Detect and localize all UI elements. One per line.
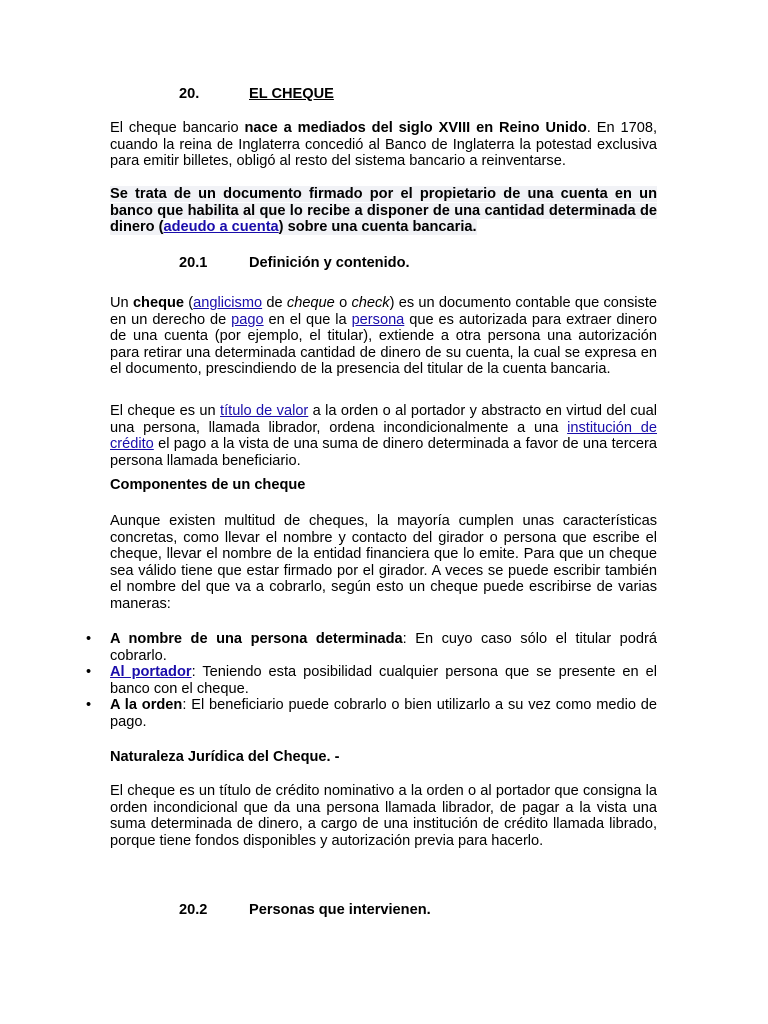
section-number: 20.1 xyxy=(179,255,208,271)
list-item: • Al portador: Teniendo esta posibilidad cualquier persona que se presente en el banco con el cheque. xyxy=(86,664,657,697)
definition-paragraph: Un cheque (anglicismo de cheque o check) es un documento contable que consiste en un derecho de pago en el que la persona que es autorizada para extraer dinero de una cuenta (por ejemplo, el titular), extiende a otra persona una autorización para retirar una determinada cantidad de dinero de su cuenta, la cual se expresa en el documento, prescindiendo de la presencia del titular de la cuenta bancaria. xyxy=(110,295,657,378)
bullet-icon: • xyxy=(86,697,92,714)
naturaleza-heading: Naturaleza Jurídica del Cheque. - xyxy=(110,749,340,765)
titulo-de-valor-link[interactable]: título de valor xyxy=(220,403,309,419)
list-item: • A nombre de una persona determinada: En cuyo caso sólo el titular podrá cobrarlo. xyxy=(86,631,658,664)
bullet-icon: • xyxy=(86,664,92,681)
section-20-2-heading xyxy=(179,902,431,919)
anglicismo-link[interactable]: anglicismo xyxy=(193,295,263,311)
section-title: EL CHEQUE xyxy=(249,86,334,102)
cheque-types-list xyxy=(86,631,657,731)
section-number: 20. xyxy=(179,86,200,102)
bullet-icon: • xyxy=(86,631,92,647)
persona-link[interactable]: persona xyxy=(351,311,405,328)
componentes-heading: Componentes de un cheque xyxy=(110,477,306,493)
list-item: • A la orden: El beneficiario puede cobrarlo o bien utilizarlo a su vez como medio de pago. xyxy=(86,697,658,730)
section-title: Personas que intervienen. xyxy=(249,902,431,918)
componentes-paragraph: Aunque existen multitud de cheques, la mayoría cumplen unas características concretas, como llevar el nombre y contacto del girador o persona que escribe el cheque, llevar el nombre de la entidad financiera que lo emite. Para que un cheque sea válido tiene que estar firmado por el girador. A veces se puede escribir también el nombre del que va a cobrarlo, según esto un cheque puede escribirse de varias maneras: xyxy=(110,513,657,612)
institucion-de-credito-link[interactable]: institución de crédito xyxy=(110,419,657,453)
naturaleza-paragraph: El cheque es un título de crédito nominativo a la orden o al portador que consigna la orden incondicional que da una persona llamada librador, de pagar a la vista una suma determinada de dinero, a cargo de una institución de crédito llamada librado, porque tiene fondos disponibles y autorización previa para hacerlo. xyxy=(110,783,657,849)
section-20-heading xyxy=(179,86,334,103)
intro-definition-paragraph: Se trata de un documento firmado por el propietario de una cuenta en un banco que habilita al que lo recibe a disponer de una cantidad determinada de dinero (adeudo a cuenta) sobre una cuenta bancaria. xyxy=(110,186,657,236)
intro-paragraph: El cheque bancario nace a mediados del siglo XVIII en Reino Unido. En 1708, cuando la reina de Inglaterra concedió al Banco de Inglaterra la potestad exclusiva para emitir billetes, obligó al resto del sistema bancario a reinventarse. xyxy=(110,120,657,170)
section-20-1-heading xyxy=(179,255,410,272)
section-number: 20.2 xyxy=(179,902,208,918)
al-portador-link[interactable]: Al portador xyxy=(110,664,192,681)
titulo-valor-paragraph: El cheque es un título de valor a la orden o al portador y abstracto en virtud del cual una persona, llamada librador, ordena incondicionalmente a una institución de crédito el pago a la vista de una suma de dinero determinada a favor de una tercera persona llamada beneficiario. xyxy=(110,403,657,469)
adeudo-a-cuenta-link[interactable]: adeudo a cuenta xyxy=(163,219,279,236)
pago-link[interactable]: pago xyxy=(231,311,264,328)
section-title: Definición y contenido. xyxy=(249,255,410,271)
